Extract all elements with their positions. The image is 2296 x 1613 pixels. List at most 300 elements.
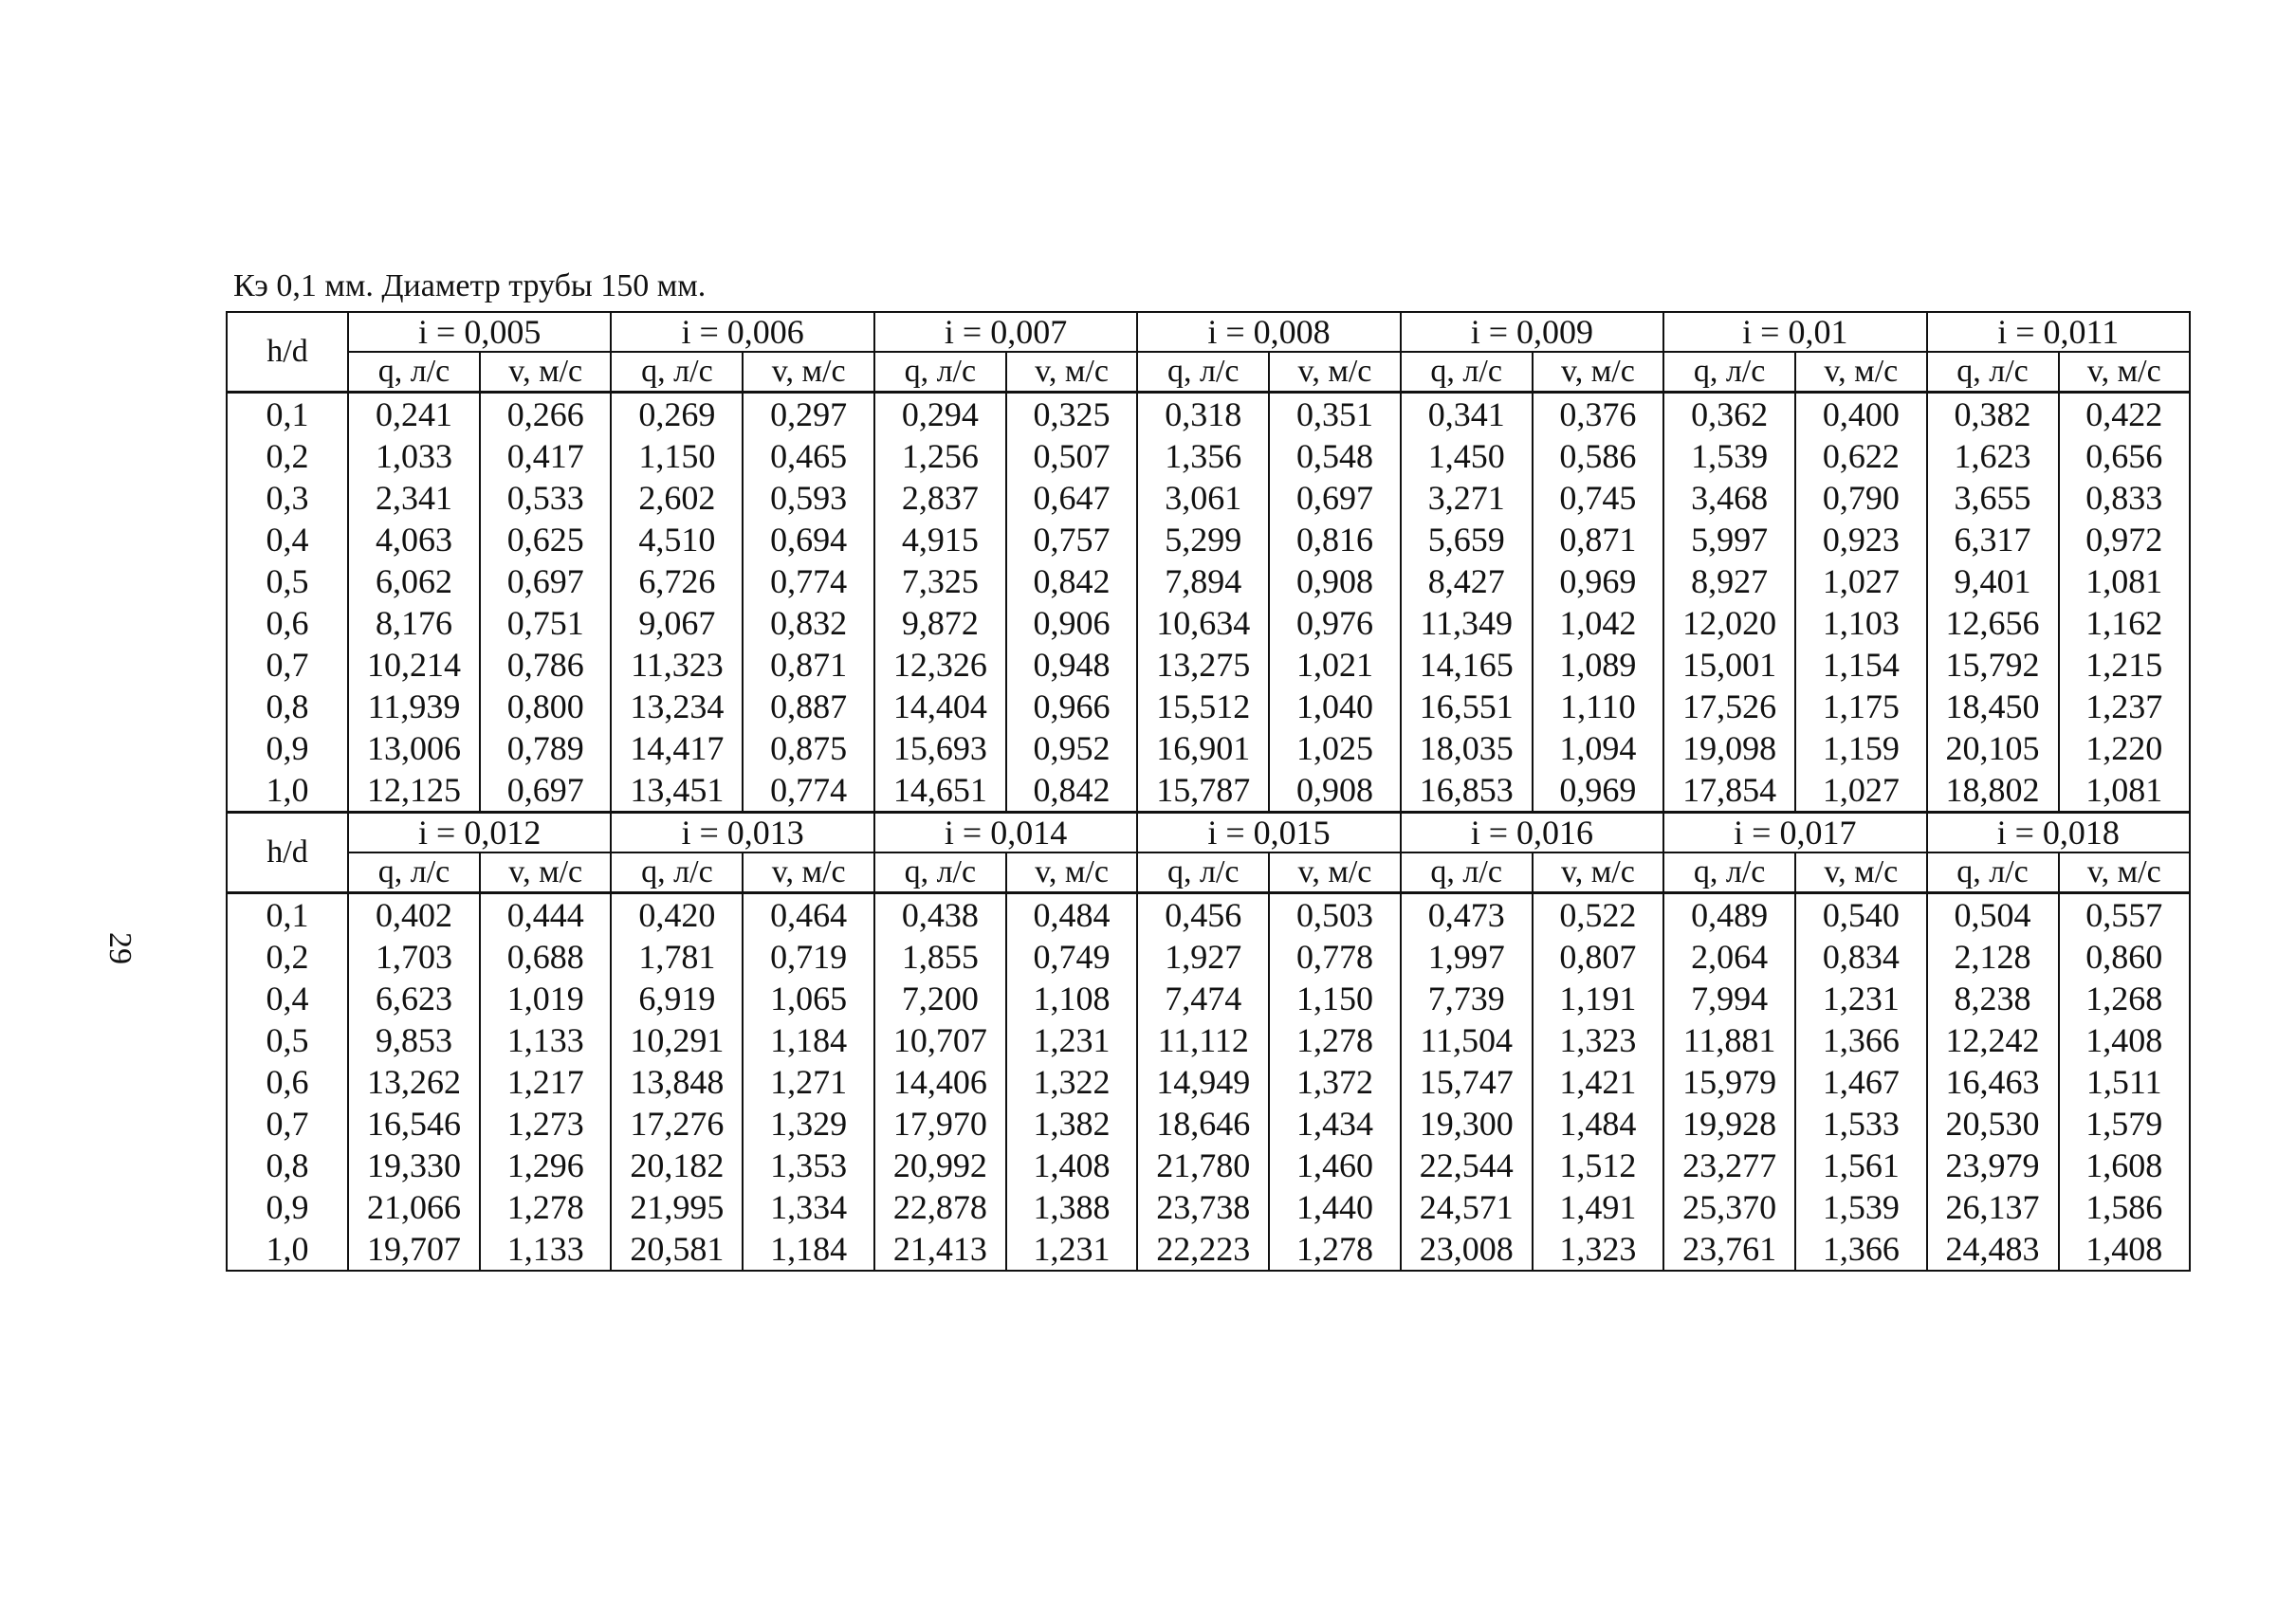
velocity-value-cell: 1,040 <box>1269 686 1400 727</box>
velocity-unit-header: v, м/с <box>480 852 611 893</box>
table-row <box>227 519 2190 560</box>
flow-value-cell: 18,450 <box>1927 686 2059 727</box>
flow-value-cell: 17,276 <box>611 1103 743 1145</box>
flow-unit-header: q, л/с <box>611 852 743 893</box>
velocity-value-cell: 1,108 <box>1006 978 1137 1019</box>
flow-value-cell: 16,463 <box>1927 1061 2059 1103</box>
flow-value-cell: 6,317 <box>1927 519 2059 560</box>
slope-header: i = 0,008 <box>1137 312 1400 352</box>
flow-value-cell: 2,064 <box>1663 936 1795 978</box>
table-row <box>227 435 2190 477</box>
flow-value-cell: 2,128 <box>1927 936 2059 978</box>
flow-value-cell: 20,105 <box>1927 727 2059 769</box>
velocity-value-cell: 0,297 <box>743 393 873 436</box>
slope-header: i = 0,013 <box>611 813 873 853</box>
hd-value-cell: 0,8 <box>227 1145 348 1186</box>
flow-value-cell: 14,651 <box>874 769 1006 813</box>
velocity-value-cell: 1,220 <box>2059 727 2190 769</box>
velocity-value-cell: 0,266 <box>480 393 611 436</box>
table-row <box>227 1061 2190 1103</box>
flow-value-cell: 0,318 <box>1137 393 1269 436</box>
velocity-value-cell: 0,816 <box>1269 519 1400 560</box>
velocity-value-cell: 1,094 <box>1533 727 1663 769</box>
flow-unit-header: q, л/с <box>1401 352 1533 393</box>
velocity-value-cell: 0,548 <box>1269 435 1400 477</box>
flow-value-cell: 1,997 <box>1401 936 1533 978</box>
velocity-value-cell: 1,421 <box>1533 1061 1663 1103</box>
velocity-unit-header: v, м/с <box>1533 852 1663 893</box>
table-row <box>227 978 2190 1019</box>
flow-unit-header: q, л/с <box>1663 852 1795 893</box>
velocity-value-cell: 1,322 <box>1006 1061 1137 1103</box>
flow-value-cell: 1,450 <box>1401 435 1533 477</box>
hd-value-cell: 1,0 <box>227 1228 348 1271</box>
velocity-value-cell: 1,065 <box>743 978 873 1019</box>
velocity-unit-header: v, м/с <box>1269 852 1400 893</box>
velocity-value-cell: 0,774 <box>743 560 873 602</box>
flow-value-cell: 6,919 <box>611 978 743 1019</box>
velocity-unit-header: v, м/с <box>743 852 873 893</box>
velocity-value-cell: 0,697 <box>1269 477 1400 519</box>
velocity-unit-header: v, м/с <box>743 352 873 393</box>
velocity-value-cell: 0,557 <box>2059 893 2190 937</box>
flow-value-cell: 8,238 <box>1927 978 2059 1019</box>
velocity-value-cell: 0,751 <box>480 602 611 644</box>
flow-unit-header: q, л/с <box>1927 352 2059 393</box>
flow-value-cell: 19,928 <box>1663 1103 1795 1145</box>
flow-value-cell: 9,067 <box>611 602 743 644</box>
flow-unit-header: q, л/с <box>1663 352 1795 393</box>
table-caption: Кэ 0,1 мм. Диаметр трубы 150 мм. <box>233 268 707 303</box>
flow-value-cell: 19,098 <box>1663 727 1795 769</box>
velocity-value-cell: 0,800 <box>480 686 611 727</box>
flow-value-cell: 15,693 <box>874 727 1006 769</box>
velocity-value-cell: 1,323 <box>1533 1228 1663 1271</box>
flow-value-cell: 0,420 <box>611 893 743 937</box>
velocity-value-cell: 0,465 <box>743 435 873 477</box>
velocity-value-cell: 0,952 <box>1006 727 1137 769</box>
velocity-value-cell: 0,622 <box>1795 435 1926 477</box>
velocity-value-cell: 0,908 <box>1269 560 1400 602</box>
velocity-value-cell: 1,231 <box>1006 1228 1137 1271</box>
slope-header: i = 0,012 <box>348 813 611 853</box>
flow-value-cell: 10,707 <box>874 1019 1006 1061</box>
page-number: 29 <box>102 932 138 964</box>
hd-value-cell: 0,4 <box>227 978 348 1019</box>
flow-value-cell: 3,061 <box>1137 477 1269 519</box>
flow-unit-header: q, л/с <box>1137 352 1269 393</box>
velocity-value-cell: 0,969 <box>1533 769 1663 813</box>
flow-value-cell: 16,546 <box>348 1103 480 1145</box>
slope-header: i = 0,014 <box>874 813 1137 853</box>
flow-value-cell: 22,878 <box>874 1186 1006 1228</box>
flow-value-cell: 23,277 <box>1663 1145 1795 1186</box>
velocity-value-cell: 0,774 <box>743 769 873 813</box>
velocity-value-cell: 1,162 <box>2059 602 2190 644</box>
velocity-value-cell: 0,778 <box>1269 936 1400 978</box>
velocity-value-cell: 1,329 <box>743 1103 873 1145</box>
flow-value-cell: 1,781 <box>611 936 743 978</box>
flow-value-cell: 11,112 <box>1137 1019 1269 1061</box>
slope-header: i = 0,009 <box>1401 312 1663 352</box>
velocity-unit-header: v, м/с <box>1795 352 1926 393</box>
velocity-value-cell: 0,976 <box>1269 602 1400 644</box>
velocity-value-cell: 0,647 <box>1006 477 1137 519</box>
flow-unit-header: q, л/с <box>611 352 743 393</box>
velocity-value-cell: 0,966 <box>1006 686 1137 727</box>
slope-header: i = 0,015 <box>1137 813 1400 853</box>
flow-value-cell: 16,551 <box>1401 686 1533 727</box>
velocity-value-cell: 0,948 <box>1006 644 1137 686</box>
flow-value-cell: 14,404 <box>874 686 1006 727</box>
flow-unit-header: q, л/с <box>874 352 1006 393</box>
velocity-value-cell: 0,749 <box>1006 936 1137 978</box>
velocity-value-cell: 1,215 <box>2059 644 2190 686</box>
flow-value-cell: 0,294 <box>874 393 1006 436</box>
velocity-value-cell: 1,271 <box>743 1061 873 1103</box>
flow-value-cell: 0,473 <box>1401 893 1533 937</box>
velocity-unit-header: v, м/с <box>1269 352 1400 393</box>
velocity-unit-header: v, м/с <box>1006 352 1137 393</box>
slope-header: i = 0,007 <box>874 312 1137 352</box>
velocity-value-cell: 0,860 <box>2059 936 2190 978</box>
flow-value-cell: 0,504 <box>1927 893 2059 937</box>
velocity-value-cell: 1,353 <box>743 1145 873 1186</box>
flow-value-cell: 16,853 <box>1401 769 1533 813</box>
hd-value-cell: 0,1 <box>227 893 348 937</box>
flow-value-cell: 19,300 <box>1401 1103 1533 1145</box>
velocity-value-cell: 0,833 <box>2059 477 2190 519</box>
flow-value-cell: 21,066 <box>348 1186 480 1228</box>
table-row <box>227 936 2190 978</box>
hd-value-cell: 0,5 <box>227 1019 348 1061</box>
velocity-value-cell: 0,586 <box>1533 435 1663 477</box>
table-row <box>227 769 2190 813</box>
velocity-value-cell: 0,593 <box>743 477 873 519</box>
flow-value-cell: 12,656 <box>1927 602 2059 644</box>
velocity-value-cell: 0,625 <box>480 519 611 560</box>
flow-value-cell: 6,062 <box>348 560 480 602</box>
velocity-value-cell: 1,408 <box>1006 1145 1137 1186</box>
flow-value-cell: 5,997 <box>1663 519 1795 560</box>
velocity-value-cell: 1,278 <box>1269 1019 1400 1061</box>
velocity-value-cell: 1,184 <box>743 1019 873 1061</box>
flow-value-cell: 13,262 <box>348 1061 480 1103</box>
velocity-value-cell: 1,366 <box>1795 1019 1926 1061</box>
velocity-value-cell: 1,296 <box>480 1145 611 1186</box>
flow-value-cell: 10,634 <box>1137 602 1269 644</box>
table-row <box>227 602 2190 644</box>
flow-value-cell: 5,659 <box>1401 519 1533 560</box>
table-header-block-1 <box>227 312 2190 393</box>
flow-value-cell: 0,438 <box>874 893 1006 937</box>
flow-value-cell: 1,033 <box>348 435 480 477</box>
flow-value-cell: 8,927 <box>1663 560 1795 602</box>
velocity-unit-header: v, м/с <box>2059 352 2190 393</box>
flow-value-cell: 20,182 <box>611 1145 743 1186</box>
flow-value-cell: 22,544 <box>1401 1145 1533 1186</box>
velocity-value-cell: 0,834 <box>1795 936 1926 978</box>
flow-value-cell: 8,176 <box>348 602 480 644</box>
velocity-unit-header: v, м/с <box>1533 352 1663 393</box>
velocity-value-cell: 1,237 <box>2059 686 2190 727</box>
flow-value-cell: 1,623 <box>1927 435 2059 477</box>
flow-value-cell: 12,125 <box>348 769 480 813</box>
velocity-value-cell: 0,969 <box>1533 560 1663 602</box>
hd-value-cell: 0,7 <box>227 644 348 686</box>
velocity-value-cell: 0,656 <box>2059 435 2190 477</box>
flow-value-cell: 5,299 <box>1137 519 1269 560</box>
table-row <box>227 644 2190 686</box>
velocity-value-cell: 1,133 <box>480 1228 611 1271</box>
velocity-value-cell: 0,694 <box>743 519 873 560</box>
velocity-value-cell: 0,871 <box>1533 519 1663 560</box>
velocity-value-cell: 1,081 <box>2059 769 2190 813</box>
velocity-value-cell: 1,484 <box>1533 1103 1663 1145</box>
velocity-value-cell: 1,388 <box>1006 1186 1137 1228</box>
velocity-value-cell: 0,464 <box>743 893 873 937</box>
flow-value-cell: 7,994 <box>1663 978 1795 1019</box>
velocity-value-cell: 1,408 <box>2059 1228 2190 1271</box>
velocity-value-cell: 0,503 <box>1269 893 1400 937</box>
flow-value-cell: 8,427 <box>1401 560 1533 602</box>
flow-value-cell: 4,915 <box>874 519 1006 560</box>
flow-velocity-table <box>226 311 2191 1272</box>
flow-value-cell: 6,623 <box>348 978 480 1019</box>
flow-value-cell: 19,330 <box>348 1145 480 1186</box>
flow-value-cell: 7,474 <box>1137 978 1269 1019</box>
slope-header: i = 0,01 <box>1663 312 1926 352</box>
velocity-value-cell: 0,444 <box>480 893 611 937</box>
flow-value-cell: 0,241 <box>348 393 480 436</box>
velocity-value-cell: 0,697 <box>480 769 611 813</box>
velocity-value-cell: 1,278 <box>480 1186 611 1228</box>
hd-column-header: h/d <box>227 813 348 893</box>
flow-value-cell: 3,271 <box>1401 477 1533 519</box>
slope-header: i = 0,011 <box>1927 312 2190 352</box>
flow-value-cell: 7,739 <box>1401 978 1533 1019</box>
velocity-value-cell: 1,042 <box>1533 602 1663 644</box>
velocity-value-cell: 1,081 <box>2059 560 2190 602</box>
hd-value-cell: 0,2 <box>227 936 348 978</box>
velocity-value-cell: 1,372 <box>1269 1061 1400 1103</box>
hd-value-cell: 0,3 <box>227 477 348 519</box>
velocity-value-cell: 1,561 <box>1795 1145 1926 1186</box>
velocity-value-cell: 0,871 <box>743 644 873 686</box>
flow-value-cell: 13,848 <box>611 1061 743 1103</box>
flow-value-cell: 21,780 <box>1137 1145 1269 1186</box>
flow-value-cell: 2,837 <box>874 477 1006 519</box>
velocity-value-cell: 0,875 <box>743 727 873 769</box>
hd-value-cell: 0,2 <box>227 435 348 477</box>
hd-value-cell: 0,6 <box>227 602 348 644</box>
flow-unit-header: q, л/с <box>1401 852 1533 893</box>
velocity-value-cell: 1,154 <box>1795 644 1926 686</box>
velocity-value-cell: 0,688 <box>480 936 611 978</box>
flow-value-cell: 25,370 <box>1663 1186 1795 1228</box>
flow-unit-header: q, л/с <box>348 852 480 893</box>
flow-value-cell: 24,571 <box>1401 1186 1533 1228</box>
table-body-block-2 <box>227 893 2190 1272</box>
flow-value-cell: 9,853 <box>348 1019 480 1061</box>
velocity-value-cell: 1,586 <box>2059 1186 2190 1228</box>
flow-value-cell: 1,539 <box>1663 435 1795 477</box>
flow-value-cell: 11,939 <box>348 686 480 727</box>
velocity-value-cell: 0,842 <box>1006 769 1137 813</box>
flow-value-cell: 13,451 <box>611 769 743 813</box>
velocity-value-cell: 1,608 <box>2059 1145 2190 1186</box>
velocity-value-cell: 1,025 <box>1269 727 1400 769</box>
velocity-value-cell: 0,484 <box>1006 893 1137 937</box>
table-body-block-1 <box>227 393 2190 813</box>
velocity-value-cell: 1,434 <box>1269 1103 1400 1145</box>
velocity-value-cell: 0,745 <box>1533 477 1663 519</box>
velocity-value-cell: 0,417 <box>480 435 611 477</box>
flow-value-cell: 1,150 <box>611 435 743 477</box>
velocity-value-cell: 1,334 <box>743 1186 873 1228</box>
flow-value-cell: 23,979 <box>1927 1145 2059 1186</box>
table-row <box>227 560 2190 602</box>
slope-header: i = 0,006 <box>611 312 873 352</box>
flow-value-cell: 14,417 <box>611 727 743 769</box>
table-header-block-2 <box>227 813 2190 893</box>
flow-unit-header: q, л/с <box>1927 852 2059 893</box>
flow-value-cell: 7,894 <box>1137 560 1269 602</box>
flow-value-cell: 4,063 <box>348 519 480 560</box>
velocity-value-cell: 1,579 <box>2059 1103 2190 1145</box>
hd-value-cell: 0,4 <box>227 519 348 560</box>
flow-value-cell: 2,341 <box>348 477 480 519</box>
table-row <box>227 1186 2190 1228</box>
flow-value-cell: 13,234 <box>611 686 743 727</box>
velocity-value-cell: 1,366 <box>1795 1228 1926 1271</box>
flow-value-cell: 23,761 <box>1663 1228 1795 1271</box>
flow-value-cell: 10,291 <box>611 1019 743 1061</box>
flow-value-cell: 15,512 <box>1137 686 1269 727</box>
slope-header: i = 0,005 <box>348 312 611 352</box>
flow-value-cell: 23,008 <box>1401 1228 1533 1271</box>
velocity-value-cell: 0,807 <box>1533 936 1663 978</box>
table-row <box>227 727 2190 769</box>
table-row <box>227 686 2190 727</box>
flow-value-cell: 0,402 <box>348 893 480 937</box>
velocity-value-cell: 0,757 <box>1006 519 1137 560</box>
velocity-unit-header: v, м/с <box>480 352 611 393</box>
flow-value-cell: 13,275 <box>1137 644 1269 686</box>
flow-value-cell: 17,854 <box>1663 769 1795 813</box>
flow-value-cell: 22,223 <box>1137 1228 1269 1271</box>
flow-value-cell: 11,349 <box>1401 602 1533 644</box>
flow-value-cell: 11,504 <box>1401 1019 1533 1061</box>
flow-value-cell: 20,992 <box>874 1145 1006 1186</box>
flow-value-cell: 6,726 <box>611 560 743 602</box>
velocity-value-cell: 1,440 <box>1269 1186 1400 1228</box>
flow-value-cell: 20,530 <box>1927 1103 2059 1145</box>
slope-header: i = 0,018 <box>1927 813 2190 853</box>
flow-unit-header: q, л/с <box>348 352 480 393</box>
velocity-value-cell: 0,351 <box>1269 393 1400 436</box>
table-row <box>227 893 2190 937</box>
flow-value-cell: 1,356 <box>1137 435 1269 477</box>
velocity-value-cell: 0,790 <box>1795 477 1926 519</box>
velocity-value-cell: 1,273 <box>480 1103 611 1145</box>
velocity-value-cell: 0,400 <box>1795 393 1926 436</box>
velocity-value-cell: 0,908 <box>1269 769 1400 813</box>
flow-value-cell: 18,035 <box>1401 727 1533 769</box>
flow-value-cell: 1,256 <box>874 435 1006 477</box>
flow-value-cell: 11,323 <box>611 644 743 686</box>
flow-value-cell: 14,406 <box>874 1061 1006 1103</box>
flow-value-cell: 24,483 <box>1927 1228 2059 1271</box>
velocity-value-cell: 1,089 <box>1533 644 1663 686</box>
flow-value-cell: 0,341 <box>1401 393 1533 436</box>
flow-value-cell: 21,995 <box>611 1186 743 1228</box>
flow-value-cell: 19,707 <box>348 1228 480 1271</box>
velocity-value-cell: 0,832 <box>743 602 873 644</box>
flow-value-cell: 4,510 <box>611 519 743 560</box>
velocity-value-cell: 1,231 <box>1795 978 1926 1019</box>
velocity-value-cell: 1,408 <box>2059 1019 2190 1061</box>
flow-value-cell: 14,949 <box>1137 1061 1269 1103</box>
velocity-value-cell: 1,467 <box>1795 1061 1926 1103</box>
velocity-unit-header: v, м/с <box>1795 852 1926 893</box>
velocity-value-cell: 1,382 <box>1006 1103 1137 1145</box>
velocity-value-cell: 1,027 <box>1795 769 1926 813</box>
hd-value-cell: 0,9 <box>227 727 348 769</box>
velocity-value-cell: 1,533 <box>1795 1103 1926 1145</box>
velocity-value-cell: 1,175 <box>1795 686 1926 727</box>
flow-value-cell: 1,703 <box>348 936 480 978</box>
hd-value-cell: 0,8 <box>227 686 348 727</box>
flow-value-cell: 9,872 <box>874 602 1006 644</box>
flow-value-cell: 17,970 <box>874 1103 1006 1145</box>
velocity-value-cell: 0,507 <box>1006 435 1137 477</box>
velocity-value-cell: 0,522 <box>1533 893 1663 937</box>
velocity-value-cell: 1,103 <box>1795 602 1926 644</box>
velocity-value-cell: 1,231 <box>1006 1019 1137 1061</box>
flow-value-cell: 2,602 <box>611 477 743 519</box>
velocity-value-cell: 0,789 <box>480 727 611 769</box>
table-row <box>227 477 2190 519</box>
velocity-value-cell: 1,491 <box>1533 1186 1663 1228</box>
velocity-value-cell: 0,422 <box>2059 393 2190 436</box>
velocity-value-cell: 0,842 <box>1006 560 1137 602</box>
flow-value-cell: 12,326 <box>874 644 1006 686</box>
flow-value-cell: 14,165 <box>1401 644 1533 686</box>
velocity-value-cell: 1,278 <box>1269 1228 1400 1271</box>
velocity-value-cell: 0,697 <box>480 560 611 602</box>
velocity-value-cell: 0,540 <box>1795 893 1926 937</box>
velocity-value-cell: 0,533 <box>480 477 611 519</box>
flow-value-cell: 3,468 <box>1663 477 1795 519</box>
velocity-value-cell: 1,191 <box>1533 978 1663 1019</box>
hd-column-header: h/d <box>227 312 348 393</box>
flow-value-cell: 12,020 <box>1663 602 1795 644</box>
table-row <box>227 1103 2190 1145</box>
flow-value-cell: 20,581 <box>611 1228 743 1271</box>
velocity-value-cell: 1,512 <box>1533 1145 1663 1186</box>
flow-value-cell: 26,137 <box>1927 1186 2059 1228</box>
flow-value-cell: 15,792 <box>1927 644 2059 686</box>
velocity-value-cell: 1,323 <box>1533 1019 1663 1061</box>
velocity-value-cell: 1,133 <box>480 1019 611 1061</box>
velocity-value-cell: 0,325 <box>1006 393 1137 436</box>
table-row <box>227 393 2190 436</box>
velocity-unit-header: v, м/с <box>1006 852 1137 893</box>
flow-value-cell: 18,646 <box>1137 1103 1269 1145</box>
table-row <box>227 1019 2190 1061</box>
hd-value-cell: 0,7 <box>227 1103 348 1145</box>
